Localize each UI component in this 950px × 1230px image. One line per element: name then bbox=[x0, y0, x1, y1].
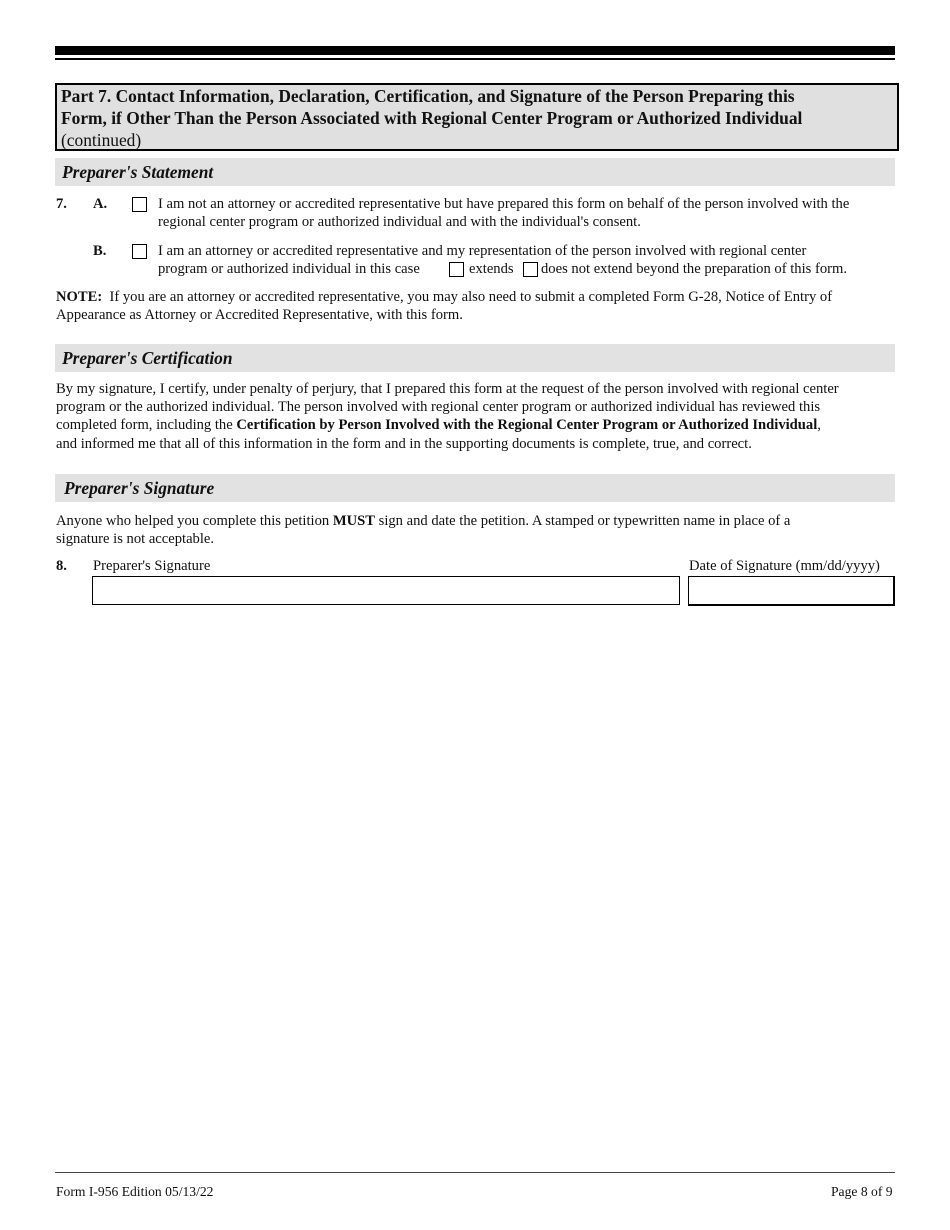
item-7b-line2: program or authorized individual in this case bbox=[158, 261, 420, 277]
signature-intro-pre: Anyone who helped you complete this petition bbox=[56, 513, 333, 529]
item-number-8: 8. bbox=[56, 558, 67, 574]
note-line1 bbox=[56, 288, 832, 307]
checkbox-7a-not-attorney[interactable] bbox=[132, 197, 147, 212]
note-line2: Appearance as Attorney or Accredited Representative, with this form. bbox=[56, 307, 463, 323]
part-continued: (continued) bbox=[61, 130, 142, 150]
item-7b-label: B. bbox=[93, 243, 107, 259]
signature-intro-post: sign and date the petition. A stamped or typewritten name in place of a bbox=[375, 513, 791, 529]
checkbox-extends[interactable] bbox=[449, 262, 464, 277]
footer-rule bbox=[55, 1172, 895, 1173]
certification-line3-pre: completed form, including the bbox=[56, 417, 237, 433]
certification-line2: program or the authorized individual. The person involved with regional center program or authorized individual has reviewed this bbox=[56, 399, 821, 415]
note-text: If you are an attorney or accredited representative, you may also need to submit a completed Form G-28, Notice of Entry of bbox=[109, 289, 833, 305]
date-of-signature-field[interactable] bbox=[688, 576, 895, 606]
item-number-7: 7. bbox=[56, 196, 67, 212]
footer-page-number: Page 8 of 9 bbox=[831, 1184, 893, 1199]
section-heading: Preparer's Signature bbox=[64, 478, 215, 498]
signature-label: Preparer's Signature bbox=[93, 558, 211, 574]
item-7a-line2: regional center program or authorized individual and with the individual's consent. bbox=[158, 214, 641, 230]
signature-intro-line2: signature is not acceptable. bbox=[56, 531, 215, 547]
extends-label: extends bbox=[469, 261, 514, 277]
checkbox-7b-attorney[interactable] bbox=[132, 244, 147, 259]
date-label: Date of Signature (mm/dd/yyyy) bbox=[689, 558, 880, 574]
part-7-header bbox=[55, 83, 899, 151]
signature-intro-must: MUST bbox=[332, 513, 375, 529]
certification-line1: By my signature, I certify, under penalty of perjury, that I prepared this form at the request of the person involved with regional center bbox=[56, 381, 839, 397]
does-not-extend-label: does not extend beyond the preparation of this form. bbox=[541, 261, 847, 277]
certification-line3-post: , bbox=[817, 417, 821, 433]
note-label: NOTE: bbox=[56, 289, 103, 305]
section-preparers-certification bbox=[55, 344, 895, 372]
top-rule-thin bbox=[55, 58, 895, 60]
section-preparers-statement bbox=[55, 158, 895, 186]
certification-line3-bold: Certification by Person Involved with the Regional Center Program or Authorized Individual bbox=[236, 417, 818, 433]
top-rule-thick bbox=[55, 46, 895, 55]
section-heading: Preparer's Certification bbox=[62, 348, 233, 368]
item-7a-label: A. bbox=[93, 196, 108, 212]
footer-form-id: Form I-956 Edition 05/13/22 bbox=[56, 1184, 214, 1199]
signature-intro-line1 bbox=[56, 512, 790, 531]
checkbox-does-not-extend[interactable] bbox=[523, 262, 538, 277]
section-heading: Preparer's Statement bbox=[62, 162, 214, 182]
certification-line4: and informed me that all of this information in the form and in the supporting documents is complete, true, and correct. bbox=[56, 436, 752, 452]
item-7b-line1: I am an attorney or accredited representative and my representation of the person involved with regional center bbox=[158, 243, 807, 259]
item-7a-line1: I am not an attorney or accredited representative but have prepared this form on behalf of the person involved with the bbox=[158, 196, 850, 212]
preparer-signature-field[interactable] bbox=[92, 576, 680, 605]
part-title-line2: Form, if Other Than the Person Associated with Regional Center Program or Authorized Individual bbox=[61, 108, 803, 128]
section-preparers-signature bbox=[55, 474, 895, 502]
certification-line3 bbox=[56, 416, 821, 435]
part-title-line1: Part 7. Contact Information, Declaration, Certification, and Signature of the Person Preparing this bbox=[61, 86, 795, 106]
